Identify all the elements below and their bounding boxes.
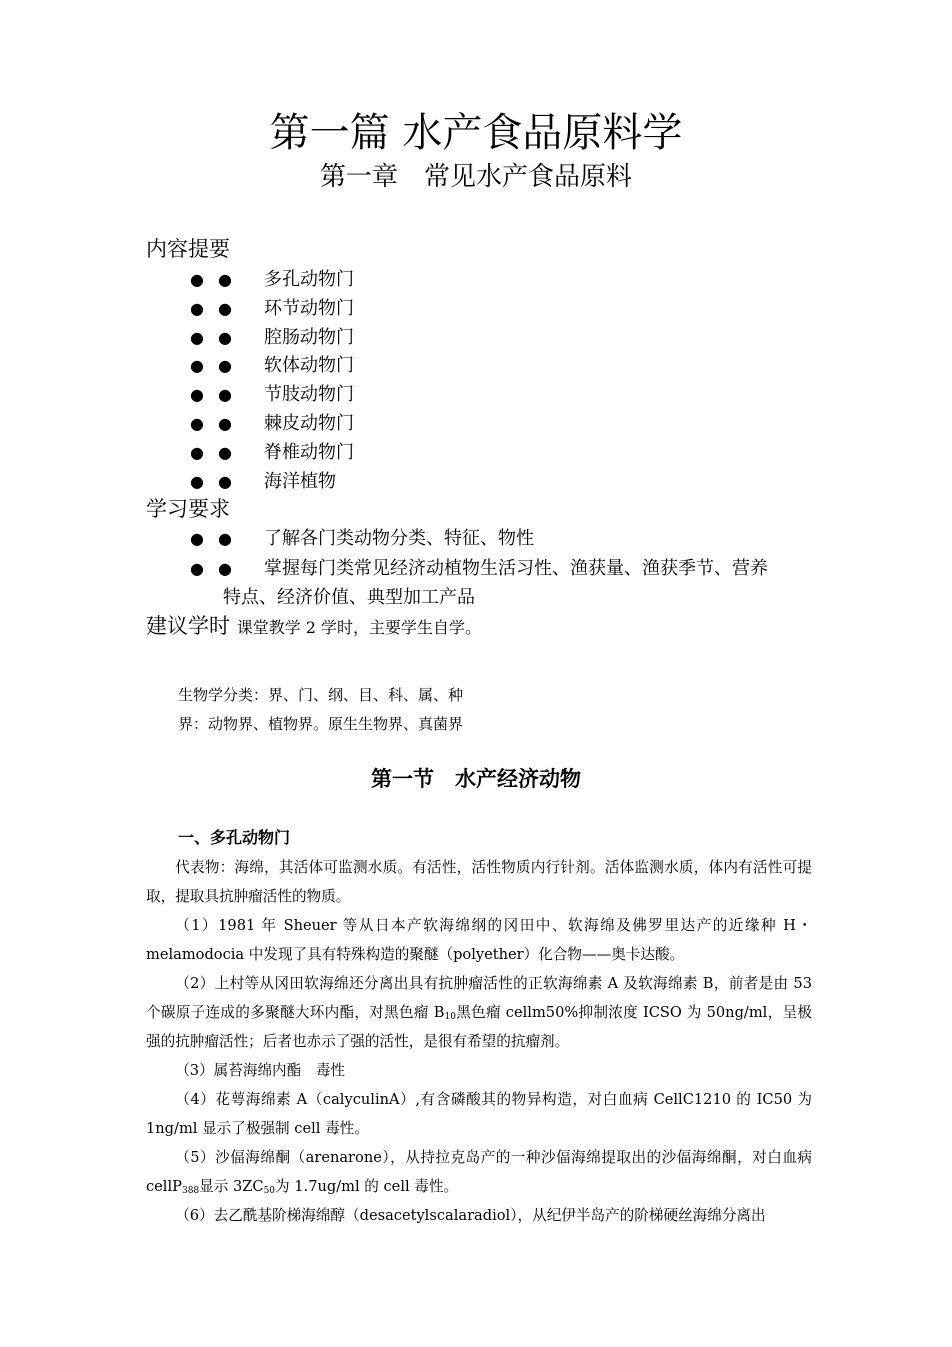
summary-item: ●● 腔肠动物门 — [190, 324, 354, 352]
paragraph-item-2: （2）上村等从冈田软海绵还分离出具有抗肿瘤活性的正软海绵素 A 及软海绵素 B，前者是由 53 个碳原子连成的多聚醚大环内酯，对黑色瘤 $B_{10}$黑色瘤 cellm50%抑制浓度 ICSO 为 50ng/ml，呈极强的抗肿瘤活性；后者也赤示了强的活性，是很有希望的抗瘤剂。 — [146, 975, 812, 1050]
summary-item: ●● 脊椎动物门 — [190, 439, 354, 467]
bio-kingdom-line: 界：动物界、植物界。原生生物界、真菌界 — [178, 715, 464, 733]
paragraph-item-6: （6）去乙酰基阶梯海绵醇（desacetylscalaradiol），从纪伊半岛产的阶梯硬丝海绵分离出 — [175, 1207, 766, 1224]
part-title: 第一篇 水产食品原料学 — [269, 110, 683, 156]
bullet-icon: ●● — [190, 299, 246, 318]
section-title: 第一节 水产经济动物 — [371, 767, 581, 791]
summary-heading: 内容提要 — [146, 237, 230, 261]
hours-heading: 建议学时 — [146, 614, 230, 638]
requirements-heading: 学习要求 — [146, 497, 230, 521]
summary-item: ●● 节肢动物门 — [190, 381, 354, 409]
hours-line — [146, 612, 481, 642]
paragraph-intro: 代表物：海绵，其活体可监测水质。有活性，活性物质内行针剂。活体监测水质，体内有活性可提取，提取具抗肿瘤活性的物质。 — [146, 859, 812, 905]
bullet-icon: ●● — [190, 529, 246, 548]
bullet-icon: ●● — [190, 414, 246, 433]
summary-item: ●● 棘皮动物门 — [190, 410, 354, 438]
paragraph-item-1: （1）1981 年 Sheuer 等从日本产软海绵纲的冈田中、软海绵及佛罗里达产的近缘种 H・melamodocia 中发现了具有特殊构造的聚醚（polyether）化合物——奥卡达酸。 — [146, 917, 812, 963]
bio-classification-line: 生物学分类：界、门、纲、目、科、属、种 — [178, 686, 464, 704]
summary-item: ●● 多孔动物门 — [190, 266, 354, 294]
paragraph-item-5: （5）沙偪海绵酮（arenarone），从持拉克岛产的一种沙偪海绵提取出的沙偪海绵酮，对白血病 cellP$_{388}$显示 $3ZC_{50}$为 1.7ug/ml 的 cell 毒性。 — [146, 1149, 812, 1196]
summary-item: ●● 软体动物门 — [190, 352, 354, 380]
bullet-icon: ●● — [190, 443, 246, 462]
bullet-icon: ●● — [190, 472, 246, 491]
bullet-icon: ●● — [190, 328, 246, 347]
bullet-icon: ●● — [190, 270, 246, 289]
paragraph-item-3: （3）属苔海绵内酯 毒性 — [175, 1062, 346, 1079]
requirement-item-continuation: 特点、经济价值、典型加工产品 — [223, 587, 475, 608]
requirement-item: ●● 掌握每门类常见经济动植物生活习性、渔获量、渔获季节、营养 — [190, 555, 768, 583]
paragraph-item-4: （4）花萼海绵素 A（calyculinA）,有含磷酸其的物异构造，对白血病 CellC1210 的 IC50 为 1ng/ml 显示了极强制 cell 毒性。 — [146, 1091, 812, 1137]
summary-item: ●● 海洋植物 — [190, 468, 336, 496]
requirement-item: ●● 了解各门类动物分类、特征、物性 — [190, 525, 534, 553]
subsection-title: 一、多孔动物门 — [178, 828, 291, 847]
hours-text: 课堂教学 2 学时，主要学生自学。 — [236, 618, 482, 637]
bullet-icon: ●● — [190, 356, 246, 375]
summary-item: ●● 环节动物门 — [190, 295, 354, 323]
chapter-title: 第一章 常见水产食品原料 — [319, 162, 632, 192]
bullet-icon: ●● — [190, 385, 246, 404]
bullet-icon: ●● — [190, 559, 246, 578]
